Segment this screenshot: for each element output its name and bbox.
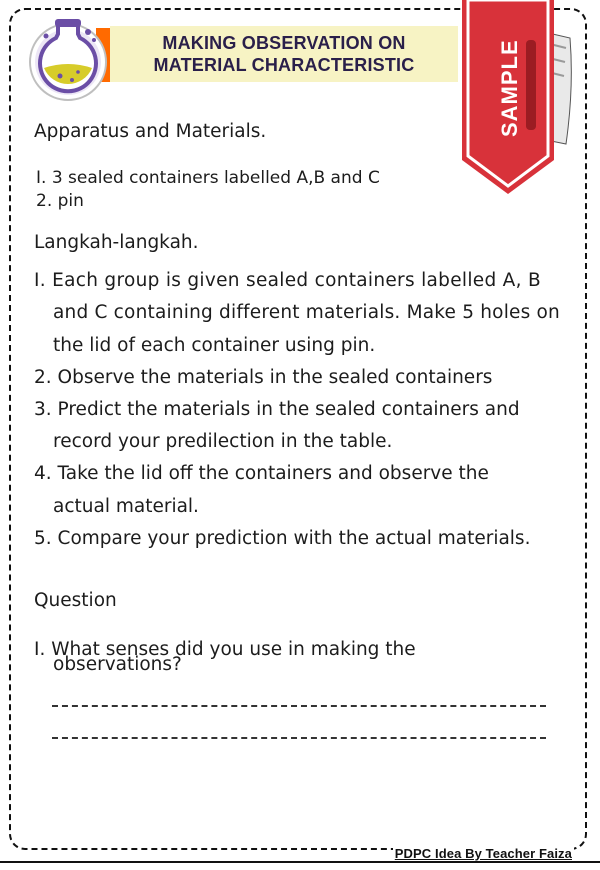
- step-line: I. Each group is given sealed containers labelled A, B: [34, 270, 541, 291]
- title-line-2: MATERIAL CHARACTERISTIC: [153, 55, 415, 75]
- footer-credit: PDPC Idea By Teacher Faiza: [394, 846, 572, 861]
- apparatus-heading: Apparatus and Materials.: [34, 121, 267, 142]
- step-line: 2. Observe the materials in the sealed containers: [34, 367, 493, 388]
- apparatus-item: I. 3 sealed containers labelled A,B and C: [36, 168, 380, 188]
- step-line: record your predilection in the table.: [53, 431, 393, 452]
- title-banner: [110, 26, 458, 82]
- footer-rule: [0, 861, 600, 863]
- step-line: and C containing different materials. Make 5 holes on: [53, 302, 560, 323]
- steps-heading: Langkah-langkah.: [34, 232, 199, 253]
- step-line: 5. Compare your prediction with the actual materials.: [34, 528, 531, 549]
- question-1-line: observations?: [53, 654, 182, 675]
- sample-label: SAMPLE: [497, 39, 522, 137]
- question-1-line: I. What senses did you use in making the: [34, 639, 416, 660]
- apparatus-item: 2. pin: [36, 191, 84, 211]
- step-line: actual material.: [53, 496, 199, 517]
- title-line-1: MAKING OBSERVATION ON: [162, 33, 406, 53]
- step-line: the lid of each container using pin.: [53, 335, 376, 356]
- answer-line[interactable]: [52, 737, 546, 739]
- step-line: 3. Predict the materials in the sealed containers and: [34, 399, 520, 420]
- question-heading: Question: [34, 590, 117, 611]
- step-line: 4. Take the lid off the containers and observe the: [34, 463, 489, 484]
- answer-line[interactable]: [52, 705, 546, 707]
- flask-icon: [28, 10, 110, 108]
